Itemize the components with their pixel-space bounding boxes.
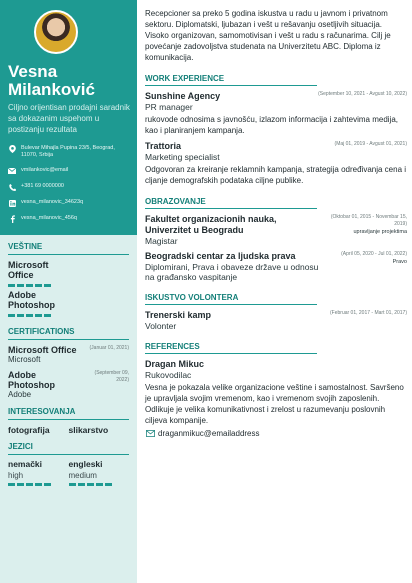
rating-dot bbox=[105, 483, 112, 486]
profile-summary: Recepcioner sa preko 5 godina iskustva u radu u javnom i privatnom sektoru. Diplomatski, ljubazan i vešt u rešavanju osetljivih situacija. Visoko organizovan, samomotivisan i vešt u radu s računarima. Cilj je povećanje zadovoljstva studenata na Univerzitetu ABC. Diploma iz komunikacija. bbox=[145, 9, 391, 62]
experience-item bbox=[145, 91, 407, 136]
company-name: Trattoria bbox=[145, 141, 182, 151]
facebook-icon bbox=[8, 215, 16, 223]
languages-title: JEZICI bbox=[8, 435, 129, 455]
certification-issuer: Adobe bbox=[8, 390, 32, 399]
volunteer-item bbox=[145, 310, 407, 331]
rating-dot bbox=[96, 483, 103, 486]
education-item bbox=[145, 251, 407, 282]
language-rating bbox=[8, 483, 69, 486]
education-field: upravljanje projektima bbox=[353, 229, 407, 235]
profile-name bbox=[8, 63, 137, 99]
skill-item bbox=[8, 290, 72, 317]
phone-text[interactable]: +381 69 0000000 bbox=[21, 183, 64, 189]
skill-item bbox=[8, 260, 72, 287]
degree: Magistar bbox=[145, 236, 178, 246]
job-description: rukovode odnosima s javnošću, izlazom informacija i zahtevima medija, kao i planiranjem kampanja. bbox=[145, 115, 398, 135]
volunteer-date: (Februar 01, 2017 - Mart 01, 2017) bbox=[330, 310, 407, 316]
envelope-icon bbox=[145, 429, 155, 438]
certification-name: Microsoft Office bbox=[8, 345, 77, 355]
profile-photo bbox=[34, 10, 78, 54]
interests-title: INTERESOVANJA bbox=[8, 400, 129, 420]
first-name: Vesna bbox=[8, 62, 58, 81]
references-title: REFERENCES bbox=[145, 342, 317, 354]
address-text: Bulevar Mihajla Pupina 23/5, Beograd, 11070, Srbija bbox=[21, 145, 115, 158]
rating-dot bbox=[44, 483, 51, 486]
job-role: Marketing specialist bbox=[145, 152, 220, 162]
certification-date: (September 09, 2022) bbox=[94, 370, 129, 383]
experience-section bbox=[145, 74, 407, 186]
language-item bbox=[8, 459, 69, 486]
rating-dot bbox=[17, 284, 24, 287]
education-field: Pravo bbox=[392, 259, 407, 265]
experience-date: (September 10, 2021 - Avgust 10, 2022) bbox=[318, 91, 407, 97]
volunteer-role: Volonter bbox=[145, 321, 177, 331]
linkedin-icon bbox=[8, 199, 16, 207]
phone-icon bbox=[8, 183, 16, 191]
rating-dot bbox=[35, 284, 42, 287]
volunteer-org: Trenerski kamp bbox=[145, 310, 212, 320]
profile-header bbox=[0, 0, 137, 235]
rating-dot bbox=[87, 483, 94, 486]
certification-item bbox=[8, 370, 129, 400]
contact-list bbox=[8, 145, 137, 223]
language-name: nemački bbox=[8, 459, 43, 469]
rating-dot bbox=[8, 284, 15, 287]
education-title: OBRAZOVANJE bbox=[145, 197, 317, 209]
main-content bbox=[145, 8, 407, 438]
volunteer-title: ISKUSTVO VOLONTERA bbox=[145, 293, 317, 305]
contact-phone[interactable] bbox=[8, 183, 137, 191]
rating-dot bbox=[78, 483, 85, 486]
references-section bbox=[145, 342, 407, 438]
experience-date: (Maj 01, 2019 - Avgust 01, 2021) bbox=[334, 141, 407, 147]
job-description: Odgovoran za kreiranje reklamnih kampanja, strategija određivanja cena i cljanje demografskih podataka ciljne publike. bbox=[145, 165, 407, 185]
reference-name: Dragan Mikuc bbox=[145, 359, 205, 369]
education-section bbox=[145, 197, 407, 282]
rating-dot bbox=[35, 314, 42, 317]
education-item bbox=[145, 214, 407, 246]
language-rating bbox=[69, 483, 130, 486]
rating-dot bbox=[8, 314, 15, 317]
linkedin-text[interactable]: vesna_milanovic_34623q bbox=[21, 199, 84, 205]
skill-rating bbox=[8, 314, 72, 317]
rating-dot bbox=[69, 483, 76, 486]
degree: Diplomirani, Prava i obaveze države u odnosu na građansko vaspitanje bbox=[145, 262, 319, 282]
sidebar bbox=[0, 0, 137, 583]
interest-item: fotografija bbox=[8, 425, 50, 435]
certifications-title: CERTIFICATIONS bbox=[8, 320, 129, 340]
language-item bbox=[69, 459, 130, 486]
last-name: Milanković bbox=[8, 80, 95, 99]
email-text[interactable]: vmilankovic@email bbox=[21, 167, 69, 173]
reference-role: Rukovodilac bbox=[145, 370, 192, 380]
certification-date: (Januar 01, 2021) bbox=[89, 345, 129, 351]
rating-dot bbox=[26, 483, 33, 486]
facebook-text[interactable]: vesna_milanovic_456q bbox=[21, 215, 77, 221]
contact-address bbox=[8, 145, 137, 159]
rating-dot bbox=[8, 483, 15, 486]
volunteer-section bbox=[145, 293, 407, 331]
contact-facebook[interactable] bbox=[8, 215, 137, 223]
rating-dot bbox=[17, 314, 24, 317]
certification-item bbox=[8, 345, 129, 365]
experience-title: WORK EXPERIENCE bbox=[145, 74, 317, 86]
education-date: (Oktobar 01, 2015 - Novembar 15, 2019) bbox=[330, 214, 407, 227]
languages-section bbox=[0, 435, 137, 486]
location-icon bbox=[8, 145, 16, 153]
certification-name: Adobe Photoshop bbox=[8, 370, 55, 390]
language-level: high bbox=[8, 471, 24, 480]
reference-email-text[interactable]: draganmikuc@emailaddress bbox=[158, 429, 260, 438]
skill-name: Adobe Photoshop bbox=[8, 290, 55, 310]
interests-list bbox=[8, 425, 129, 435]
certifications-section bbox=[0, 320, 137, 400]
rating-dot bbox=[26, 284, 33, 287]
contact-email[interactable] bbox=[8, 167, 137, 175]
skill-name: Microsoft Office bbox=[8, 260, 49, 280]
languages-list bbox=[8, 459, 129, 486]
rating-dot bbox=[44, 314, 51, 317]
interests-section bbox=[0, 400, 137, 435]
skill-rating bbox=[8, 284, 72, 287]
school-name: Fakultet organizacionih nauka, Univerzitet u Beogradu bbox=[145, 214, 277, 235]
rating-dot bbox=[44, 284, 51, 287]
contact-linkedin[interactable] bbox=[8, 199, 137, 207]
email-icon bbox=[8, 167, 16, 175]
skills-list bbox=[8, 260, 129, 320]
interest-item: slikarstvo bbox=[68, 425, 109, 435]
rating-dot bbox=[35, 483, 42, 486]
company-name: Sunshine Agency bbox=[145, 91, 221, 101]
rating-dot bbox=[26, 314, 33, 317]
skills-title: VEŠTINE bbox=[8, 235, 129, 255]
reference-item bbox=[145, 359, 407, 438]
education-date: (April 05, 2020 - Jul 01, 2022) bbox=[341, 251, 407, 257]
profile-subtitle: Ciljno orijentisan prodajni saradnik sa dokazanim uspehom u postizanju rezultata bbox=[8, 103, 130, 134]
language-name: engleski bbox=[68, 459, 103, 469]
reference-description: Vesna je pokazala velike organizacione veštine i samostalnost. Savršeno je upravljala svojim vremenom, kao i vremenom svojih zaposlenih. Odlikuje je velika komunikativnost i zrelost u razumevanju poslovnih ciljeva kompanije. bbox=[145, 383, 404, 425]
certification-issuer: Microsoft bbox=[8, 355, 41, 364]
experience-item bbox=[145, 141, 407, 186]
language-level: medium bbox=[68, 471, 97, 480]
rating-dot bbox=[17, 483, 24, 486]
job-role: PR manager bbox=[145, 102, 193, 112]
school-name: Beogradski centar za ljudska prava bbox=[145, 251, 296, 261]
skills-section bbox=[0, 235, 137, 320]
reference-email[interactable] bbox=[145, 429, 407, 438]
